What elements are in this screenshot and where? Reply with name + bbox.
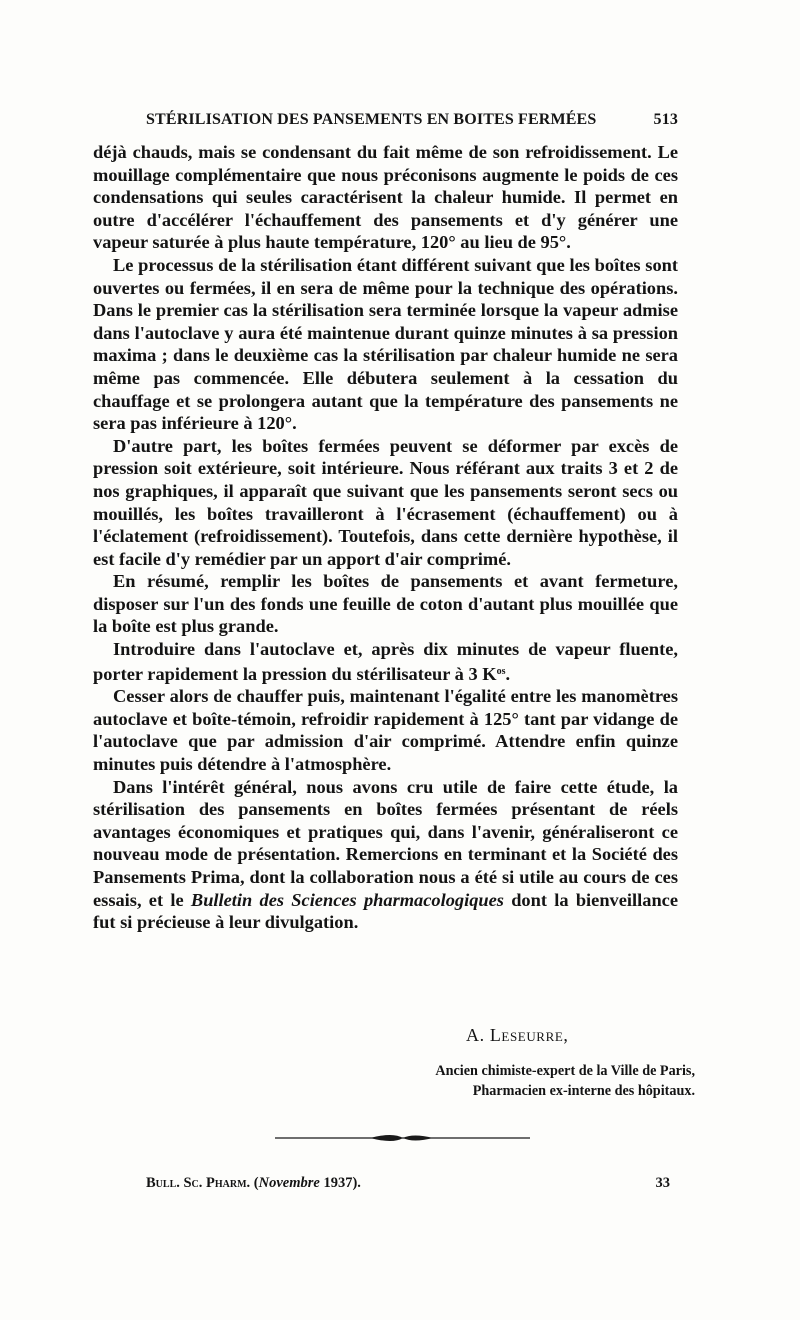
page-footer — [146, 1175, 670, 1192]
paragraph-4: En résumé, remplir les boîtes de pansements et avant fermeture, disposer sur l'un des fonds une feuille de coton d'autant plus mouillée que la boîte est plus grande. — [93, 571, 678, 637]
ornament-diamond-right — [403, 1136, 433, 1141]
paragraph-7-end: dont la bienveillance fut si précieuse à leur divulgation. — [93, 889, 678, 933]
paragraph-5-end: . — [505, 663, 511, 684]
paragraph-2: Le processus de la stérilisation étant différent suivant que les boîtes sont ouvertes ou fermées, il en sera de même pour la technique des opérations. Dans le premier cas la stérilisation sera terminée lorsque la vapeur admise dans l'autoclave y aura été maintenue durant quinze minutes à sa pression maxima ; dans le deuxième cas la stérilisation par chaleur humide ne sera même pas commencée. Elle débutera seulement à la cessation du chauffage et se prolongera autant que la température des pansements ne sera pas inférieure à 120°. — [93, 254, 678, 434]
paragraph-1: déjà chauds, mais se condensant du fait même de son refroidissement. Le mouillage complémentaire que nous préconisons augmente le poids de ces condensations qui seules caractérisent la chaleur humide. Il permet en outre d'accélérer l'échauffement des pansements et d'y générer une vapeur saturée à plus haute température, 120° au lieu de 95°. — [93, 142, 678, 253]
footer-citation: Bull. Sc. Pharm. (Novembre 1937). — [146, 1175, 361, 1191]
paragraph-5 — [93, 638, 678, 685]
paragraph-3: D'autre part, les boîtes fermées peuvent se déformer par excès de pression soit extérieure, soit intérieure. Nous référant aux traits 3 et 2 de nos graphiques, il apparaît que suivant que les pansements seront secs ou mouillés, les boîtes travailleront à l'écrasement (échauffement) ou à l'éclatement (refroidissement). Toutefois, dans cette dernière hypothèse, il est facile d'y remédier par un apport d'air comprimé. — [93, 435, 678, 569]
ornament-diamond-left — [370, 1135, 403, 1141]
paragraph-5-text: Introduire dans l'autoclave et, après dix minutes de vapeur fluente, porter rapidement la pression du stérilisateur à 3 K — [93, 639, 678, 684]
superscript-os: os — [496, 665, 506, 677]
paragraph-7-text: Dans l'intérêt général, nous avons cru utile de faire cette étude, la stérilisation des pansements en boîtes fermées présentant de réels avantages économiques et pratiques qui, dans l'avenir, généraliseront ce nouveau mode de présentation. Remercions en terminant et la Société des Pansements Prima, dont la collaboration nous a été si utile au cours de ces essais, et le — [93, 776, 678, 910]
issue-year: 1937 — [323, 1175, 353, 1191]
journal-abbrev: Bull. Sc. Pharm. — [146, 1175, 251, 1191]
author-credentials — [435, 1062, 695, 1101]
credential-line-1: Ancien chimiste-expert de la Ville de Paris, — [435, 1063, 695, 1079]
credential-line-2: Pharmacien ex-interne des hôpitaux. — [472, 1082, 695, 1099]
sheet-number: 33 — [655, 1175, 670, 1191]
journal-title-italic: Bulletin des Sciences pharmacologiques — [190, 889, 504, 910]
running-title: STÉRILISATION DES PANSEMENTS EN BOITES FERMÉES — [146, 111, 597, 128]
paragraph-6: Cesser alors de chauffer puis, maintenant l'égalité entre les manomètres autoclave et boîte-témoin, refroidir rapidement à 125° tant par vidange de l'autoclave que par admission d'air comprimé. Attendre enfin quinze minutes puis détendre à l'atmosphère. — [93, 686, 678, 775]
author-surname: Leseurre, — [489, 1025, 569, 1045]
end-ornament-divider — [275, 1130, 530, 1146]
issue-month: Novembre — [258, 1175, 320, 1191]
author-initial: A. — [466, 1025, 485, 1045]
page-number: 513 — [653, 111, 678, 128]
author-signature — [466, 1025, 569, 1046]
paragraph-7 — [93, 776, 678, 934]
article-body — [93, 141, 678, 934]
running-head — [146, 111, 678, 129]
